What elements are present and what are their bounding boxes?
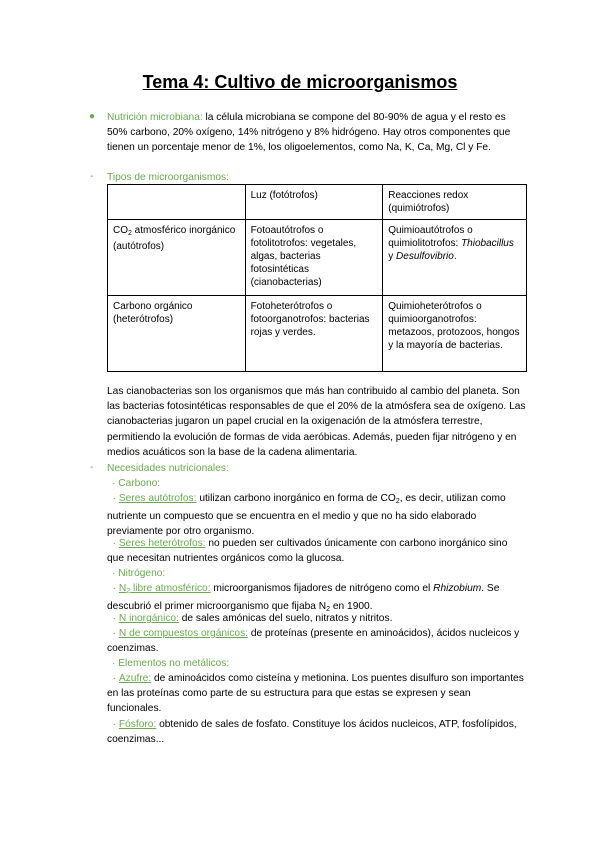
no-metalicos-label: · Elementos no metálicos: xyxy=(112,658,230,669)
cell-text: . xyxy=(453,251,457,262)
table-cell xyxy=(383,220,527,296)
subscript: 2 xyxy=(326,606,331,614)
co2-text: CO xyxy=(113,225,128,236)
table-cell: Fotoheterótrofos o fotoorganotrofos: bacterias rojas y verdes. xyxy=(245,296,383,372)
cell-text: atmosférico inorgánico (autótrofos) xyxy=(113,225,236,252)
table-row xyxy=(108,296,527,372)
autotrofos-text: utilizan carbono inorgánico en forma de CO xyxy=(196,493,396,504)
heterotrofos-text: no pueden ser cultivados únicamente con carbono inorgánico sino que necesitan nutrientes orgánicos como la glucosa. xyxy=(107,538,508,565)
heterotrofos-label: Seres heterótrofos: xyxy=(118,538,206,549)
table-cell xyxy=(108,185,246,220)
subscript: 2 xyxy=(395,498,400,505)
subscript: 2 xyxy=(128,230,132,237)
n2-text: en 1900. xyxy=(330,601,373,613)
species-name: Thiobacillus xyxy=(461,238,514,249)
azufre-text: de aminoácidos como cisteína y metionina. Los puentes disulfuro son importantes en las proteínas como parte de su estructura para que estas se expresen y sean funcionales. xyxy=(107,673,524,715)
n2-text: microorganismos fijadores de nitrógeno como el xyxy=(210,583,434,594)
n2-label: $N_2$ libre atmosférico: xyxy=(118,583,211,595)
table-cell: Quimioheterótrofos o quimioorganotrofos: metazoos, protozoos, hongos y la mayoría de bacterias. xyxy=(383,296,527,372)
carbono-label: · Carbono: xyxy=(112,478,161,489)
azufre-label: Azufre: xyxy=(118,673,152,684)
table-row xyxy=(108,220,527,296)
autotrofos-text: , es decir, utilizan como nutriente un compuesto que se encuentra en el medio y que no ha sido elaborado previamente por otro organismo. xyxy=(107,493,506,538)
table-cell: Fotoautótrofos o fotolitotrofos: vegetales, algas, bacterias fotosintéticas (cianobacterias) xyxy=(245,220,383,296)
paragraph-azufre: · Azufre: de aminoácidos como cisteína y metionina. Los puentes disulfuro son importantes en las proteínas como parte de su estructura para que estas se expresen y sean funcionales. xyxy=(107,673,524,715)
table-cell xyxy=(108,220,246,296)
bullet-dot: ● xyxy=(89,111,96,122)
page-title: Tema 4: Cultivo de microorganismos xyxy=(142,72,458,92)
paragraph-n-inorganico: · N inorgánico: de sales amónicas del suelo, nitratos y nitritos. xyxy=(107,613,393,624)
paragraph-autotrofos: · Seres autótrofos: utilizan carbono inorgánico en forma de $CO_2$, es decir, utilizan como nutriente un compuesto que se encuentra en el medio y que no ha sido elaborado previamente por otro organismo. xyxy=(107,493,506,538)
nutricion-text: la célula microbiana se compone del 80-90% de agua y el resto es 50% carbono, 20% oxígeno, 14% nitrógeno y 8% hidrógeno. Hay otros componentes que tienen un porcentaje menor de 1%, los oligoelementos, como Na, K, Ca, Mg, Cl y Fe. xyxy=(107,112,511,154)
n-inorganico-label: N inorgánico: xyxy=(118,613,179,624)
paragraph-cianobacterias: Las cianobacterias son los organismos que más han contribuido al cambio del planeta. Son las bacterias fotosintéticas responsables de que el 20% de la atmósfera sea de oxígeno. Las cianobacterias jugaron un papel crucial en la oxigenación de la atmósfera terrestre, permitiendo la evolución de formas de vida aeróbicas. Además, pueden fijar nitrógeno y en medios acuáticos son la base de la cadena alimentaria. xyxy=(107,386,526,458)
paragraph-heterotrofos: · Seres heterótrofos: no pueden ser cultivados únicamente con carbono inorgánico sino que necesitan nutrientes orgánicos como la glucosa. xyxy=(107,538,508,565)
n-organico-text: de proteínas (presente en aminoácidos), ácidos nucleicos y coenzimas. xyxy=(107,628,520,655)
autotrofos-label: Seres autótrofos: xyxy=(118,493,197,504)
table-cell: Reacciones redox (quimiótrofos) xyxy=(383,185,527,220)
paragraph-nutricion xyxy=(107,110,527,156)
nutricion-label: Nutrición microbiana: xyxy=(107,112,203,123)
table-cell: Carbono orgánico (heterótrofos) xyxy=(108,296,246,372)
microorganism-types-table xyxy=(107,184,527,372)
nitrogeno-label: · Nitrógeno: xyxy=(112,568,166,579)
cell-text: Quimioautótrofos o quimiolitotrofos: xyxy=(388,225,473,249)
necesidades-label: Necesidades nutricionales: xyxy=(107,463,229,474)
paragraph-n2: · $N_2$ libre atmosférico: microorganismos fijadores de nitrógeno como el Rhizobium. Se descubrió el primer microorganismo que fijaba $N_2$ en 1900. xyxy=(107,583,500,614)
n2-text: . Se descubrió el primer microorganismo que fijaba N xyxy=(107,583,500,613)
paragraph-n-organico: · N de compuestos orgánicos: de proteínas (presente en aminoácidos), ácidos nucleicos y coenzimas. xyxy=(107,628,520,655)
n-inorganico-text: de sales amónicas del suelo, nitratos y nitritos. xyxy=(178,613,393,624)
species-name: Desulfovibrio xyxy=(396,251,454,262)
cell-text: y xyxy=(388,251,397,262)
fosforo-label: Fósforo: xyxy=(118,719,157,730)
dash-marker: - xyxy=(90,170,94,182)
fosforo-text: obtenido de sales de fosfato. Constituye los ácidos nucleicos, ATP, fosfolípidos, coenzimas... xyxy=(107,719,517,746)
n-organico-label: N de compuestos orgánicos: xyxy=(118,628,249,639)
table-row xyxy=(108,185,527,220)
paragraph-fosforo: · Fósforo: obtenido de sales de fosfato. Constituye los ácidos nucleicos, ATP, fosfolípidos, coenzimas... xyxy=(107,719,517,746)
species-name: Rhizobium xyxy=(433,583,482,594)
dash-marker: - xyxy=(90,461,94,473)
table-cell: Luz (fotótrofos) xyxy=(245,185,383,220)
tipos-label: Tipos de microorganismos: xyxy=(107,172,229,183)
